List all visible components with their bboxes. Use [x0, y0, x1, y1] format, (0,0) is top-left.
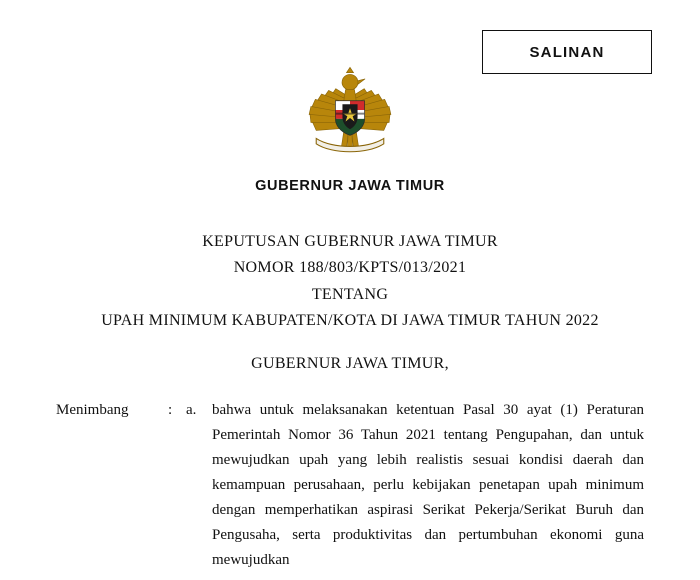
considerans-section: [56, 398, 644, 573]
considerans-item-marker: a.: [186, 402, 197, 418]
considerans-label: Menimbang: [56, 402, 129, 418]
salinan-label: SALINAN: [529, 43, 605, 61]
signatory-title: GUBERNUR JAWA TIMUR,: [251, 355, 449, 372]
emblem-container: [0, 62, 700, 158]
garuda-pancasila-emblem: [296, 62, 404, 158]
considerans-colon: :: [168, 402, 173, 418]
decree-type: KEPUTUSAN GUBERNUR JAWA TIMUR: [202, 233, 498, 250]
organization-title: GUBERNUR JAWA TIMUR: [255, 178, 445, 194]
decree-subject: UPAH MINIMUM KABUPATEN/KOTA DI JAWA TIMUR TAHUN 2022: [101, 312, 599, 329]
about-label: TENTANG: [311, 286, 389, 303]
considerans-item-text: bahwa untuk melaksanakan ketentuan Pasal 30 ayat (1) Peraturan Pemerintah Nomor 36 Tahun 2021 tentang Pengupahan, dan untuk mewujudkan upah yang lebih realistis sesuai kondisi daerah dan kemampuan perusahaan, perlu kebijakan penetapan upah minimum dengan memperhatikan aspirasi Serikat Pekerja/Serikat Buruh dan Pengusaha, serta produktivitas dan pertumbuhan ekonomi guna mewujudkan: [212, 402, 644, 568]
decree-number: NOMOR 188/803/KPTS/013/2021: [233, 259, 467, 276]
